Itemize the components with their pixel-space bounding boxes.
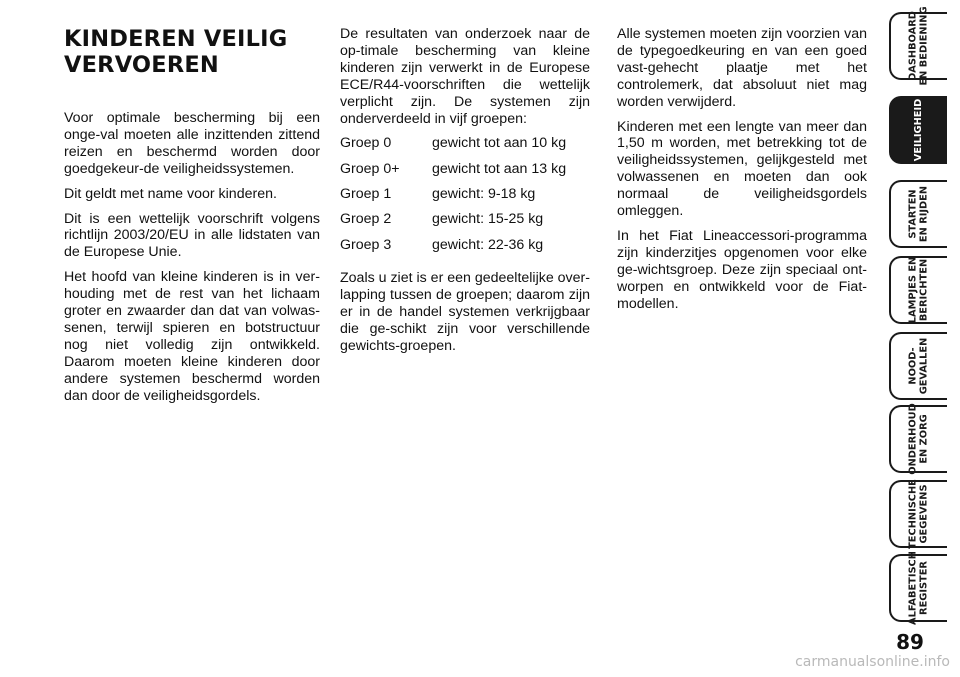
- group-name: Groep 0: [340, 135, 392, 152]
- tab-label: NOOD- GEVALLEN: [907, 337, 929, 395]
- page-title: [64, 26, 324, 78]
- paragraph: In het Fiat Lineaccessori-programma zijn kinderzitjes opgenomen voor elke ge-wichtsgroep. Deze zijn speciaal ont-worpen en ontwikkeld voor de Fiat-modellen.: [617, 227, 867, 312]
- group-row: [340, 211, 590, 236]
- group-weight: gewicht: 22-36 kg: [432, 236, 544, 253]
- paragraph: Dit geldt met name voor kinderen.: [64, 185, 277, 202]
- page-number: 89: [896, 630, 924, 654]
- group-weight: gewicht: 9-18 kg: [432, 186, 536, 203]
- group-name: Groep 1: [340, 186, 392, 203]
- group-weight: gewicht: 15-25 kg: [432, 211, 544, 228]
- title-line-2: VERVOEREN: [64, 52, 219, 78]
- section-tabs: [889, 0, 960, 677]
- paragraph: Dit is een wettelijk voorschrift volgens richtlijn 2003/20/EU in alle lidstaten van de Europese Unie.: [64, 210, 320, 261]
- tab-starten[interactable]: [889, 180, 947, 248]
- column-right: [617, 26, 867, 321]
- group-weight: gewicht tot aan 13 kg: [432, 160, 567, 177]
- group-name: Groep 3: [340, 236, 392, 253]
- tab-label: ONDERHOUD EN ZORG: [907, 403, 929, 475]
- paragraph: Zoals u ziet is er een gedeeltelijke over-lapping tussen de groepen; daarom zijn er in de handel systemen verkrijgbaar die ge-schikt zijn voor verschillende gewichts-groepen.: [340, 269, 590, 354]
- tab-noodgevallen[interactable]: [889, 332, 947, 400]
- group-name: Groep 2: [340, 211, 392, 228]
- paragraph: Het hoofd van kleine kinderen is in ver-houding met de rest van het lichaam groter en zwaarder dan dat van volwas-senen, terwijl spieren en botstructuur nog niet volledig zijn ontwikkeld. Daarom moeten kleine kinderen door andere systemen beschermd worden dan door de veiligheidsgordels.: [64, 269, 320, 404]
- watermark: carmanualsonline.info: [795, 654, 950, 670]
- tab-label: DASHBOARD EN BEDIENING: [907, 6, 929, 86]
- group-weight: gewicht tot aan 10 kg: [432, 135, 567, 152]
- group-row: [340, 161, 590, 186]
- tab-onderhoud[interactable]: [889, 405, 947, 473]
- title-line-1: KINDEREN VEILIG: [64, 26, 288, 52]
- group-list: [340, 135, 590, 261]
- paragraph: De resultaten van onderzoek naar de op-timale bescherming van kleine kinderen zijn verwerkt in de Europese ECE/R44-voorschriften die wettelijk verplicht zijn. De systemen zijn onderverdeeld in vijf groepen:: [340, 26, 590, 127]
- group-row: [340, 237, 590, 262]
- group-row: [340, 135, 590, 160]
- tab-label: STARTEN EN RIJDEN: [907, 185, 929, 243]
- tab-label: TECHNISCHE GEGEVENS: [907, 479, 929, 549]
- tab-dashboard[interactable]: [889, 6, 947, 86]
- paragraph: Kinderen met een lengte van meer dan 1,50 m worden, met betrekking tot de veiligheidssystemen, gelijkgesteld met volwassenen en moeten dan ook normaal de veiligheidsgordels omleggen.: [617, 118, 867, 220]
- tab-label: LAMPJES EN BERICHTEN: [907, 256, 929, 324]
- paragraph: Voor optimale bescherming bij een onge-val moeten alle inzittenden zittend reizen en beschermd worden door goedgekeur-de veiligheidssystemen.: [64, 110, 320, 177]
- tab-technische[interactable]: [889, 480, 947, 548]
- tab-label: VEILIGHEID: [912, 98, 924, 162]
- paragraph: Alle systemen moeten zijn voorzien van de typegoedkeuring en van een goed vast-gehecht plaatje met het controlemerk, dat absoluut niet mag worden verwijderd.: [617, 26, 867, 110]
- tab-alfabetisch[interactable]: [889, 551, 947, 625]
- column-middle: [340, 26, 590, 362]
- column-left: [64, 110, 320, 413]
- group-row: [340, 186, 590, 211]
- group-name: Groep 0+: [340, 160, 400, 177]
- tab-lampjes[interactable]: [889, 256, 947, 324]
- tab-veiligheid[interactable]: [889, 96, 947, 164]
- tab-label: ALFABETISCH REGISTER: [907, 551, 929, 625]
